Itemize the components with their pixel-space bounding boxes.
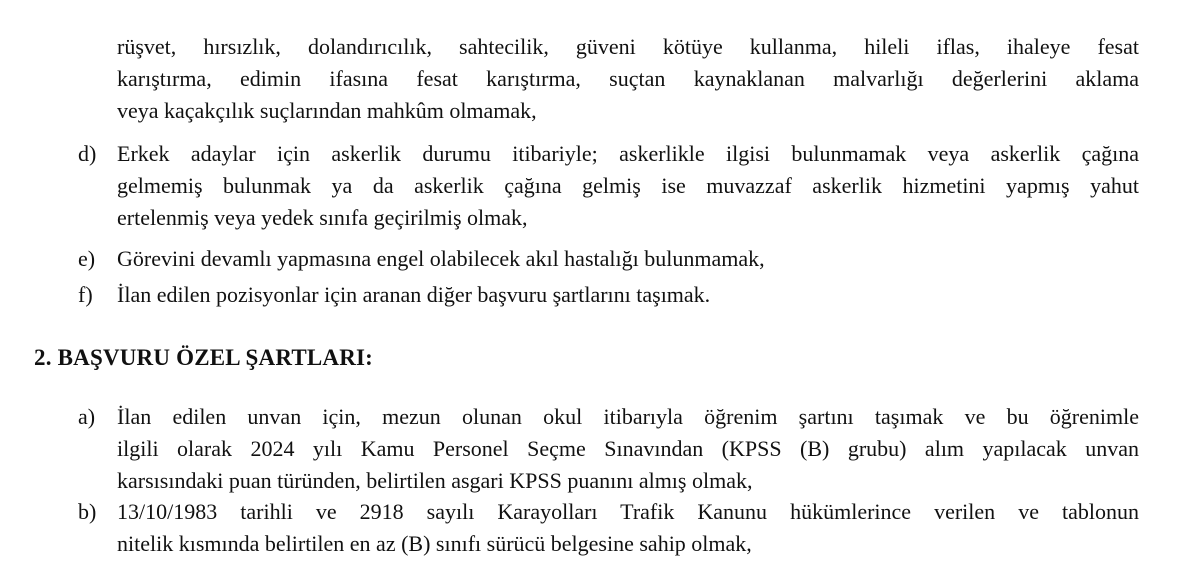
- item-text: [117, 496, 1139, 560]
- text-line: İlan edilen pozisyonlar için aranan diğer başvuru şartlarını taşımak.: [117, 282, 711, 307]
- text-line: rüşvet, hırsızlık, dolandırıcılık, sahtecilik, güveni kötüye kullanma, hileli iflas, ihaleye fesat: [117, 34, 1139, 59]
- item-text: [117, 401, 1139, 497]
- item-marker: e): [78, 246, 96, 271]
- item-marker: b): [78, 499, 97, 524]
- text-line: karsısındaki puan türünden, belirtilen asgari KPSS puanını almış olmak,: [117, 468, 753, 493]
- item-marker: a): [78, 404, 96, 429]
- item-text: [117, 279, 1139, 311]
- text-line: nitelik kısmında belirtilen en az (B) sınıfı sürücü belgesine sahip olmak,: [117, 531, 752, 556]
- text-line: veya kaçakçılık suçlarından mahkûm olmamak,: [117, 98, 537, 123]
- text-line: ertelenmiş veya yedek sınıfa geçirilmiş olmak,: [117, 205, 528, 230]
- text-line: Erkek adaylar için askerlik durumu itibariyle; askerlikle ilgisi bulunmamak veya askerlik çağına: [117, 141, 1139, 166]
- text-line: Görevini devamlı yapmasına engel olabilecek akıl hastalığı bulunmamak,: [117, 246, 765, 271]
- text-line: 13/10/1983 tarihli ve 2918 sayılı Karayolları Trafik Kanunu hükümlerince verilen ve tablonun: [117, 499, 1139, 524]
- section-heading: 2. BAŞVURU ÖZEL ŞARTLARI:: [34, 345, 374, 370]
- text-line: İlan edilen unvan için, mezun olunan okul itibarıyla öğrenim şartını taşımak ve bu öğrenimle: [117, 404, 1139, 429]
- item-marker: d): [78, 141, 97, 166]
- text-line: gelmemiş bulunmak ya da askerlik çağına gelmiş ise muvazzaf askerlik hizmetini yapmış yahut: [117, 173, 1139, 198]
- item-text: [117, 138, 1139, 234]
- item-text: [117, 243, 1139, 275]
- text-line: karıştırma, edimin ifasına fesat karıştırma, suçtan kaynaklanan malvarlığı değerlerini aklama: [117, 66, 1139, 91]
- text-line: ilgili olarak 2024 yılı Kamu Personel Seçme Sınavından (KPSS (B) grubu) alım yapılacak unvan: [117, 436, 1139, 461]
- item-marker: f): [78, 282, 93, 307]
- item-text: [117, 31, 1139, 127]
